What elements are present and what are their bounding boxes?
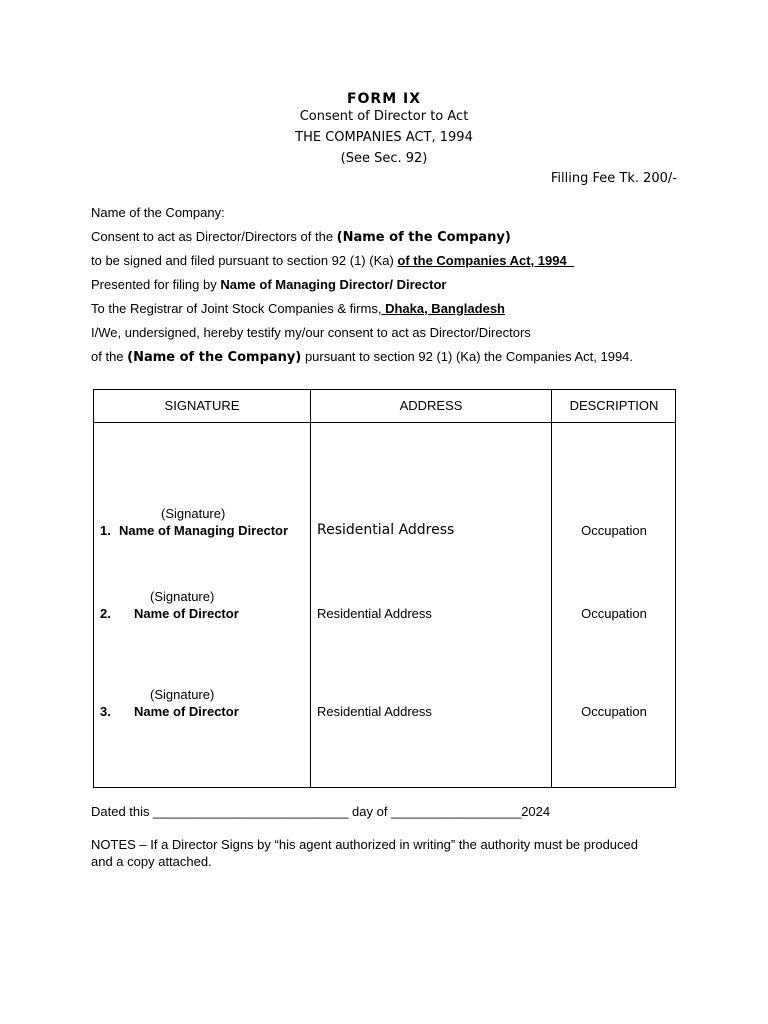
company-name-placeholder: (Name of the Company): [336, 230, 511, 245]
notes-line-2: and a copy attached.: [91, 854, 212, 869]
testify-line: [91, 325, 531, 340]
consent-text: Consent to act as Director/Directors of the: [91, 229, 337, 244]
header-signature: SIGNATURE: [164, 398, 240, 413]
row3-description: Occupation: [581, 704, 647, 719]
company-name-placeholder-2: (Name of the Company): [127, 350, 302, 365]
row2-signature: (Signature): [150, 589, 215, 604]
registrar-text: To the Registrar of Joint Stock Companies & firms,: [91, 301, 382, 316]
company-name-line: [91, 205, 225, 220]
row1-address: Residential Address: [317, 522, 455, 538]
pursuant-prefix: of the: [91, 349, 128, 364]
testify-text: I/We, undersigned, hereby testify my/our consent to act as Director/Directors: [91, 325, 531, 340]
row2-address: Residential Address: [317, 606, 432, 621]
row2-name: Name of Director: [134, 606, 239, 621]
filing-fee: Filling Fee Tk. 200/-: [550, 171, 677, 186]
dated-mid: day of: [352, 804, 388, 819]
directors-table: [93, 389, 676, 788]
dated-blank-day: ___________________________: [153, 804, 349, 819]
row3-number: 3.: [100, 704, 111, 719]
pursuant-line: [91, 349, 633, 365]
header-description: DESCRIPTION: [569, 398, 659, 413]
row1-name: Name of Managing Director: [119, 523, 289, 538]
act-reference: of the Companies Act, 1994: [397, 253, 567, 268]
row1-description: Occupation: [581, 523, 647, 538]
presenter-name: Name of Managing Director/ Director: [220, 277, 447, 292]
row3-address: Residential Address: [317, 704, 432, 719]
row3-signature: (Signature): [150, 687, 215, 702]
section-reference: (See Sec. 92): [340, 151, 428, 166]
dated-blank-month: __________________: [391, 804, 522, 819]
form-title: FORM IX: [346, 91, 422, 107]
row1-number: 1.: [100, 523, 111, 538]
filing-line: [91, 253, 574, 268]
consent-line: [91, 229, 511, 245]
notes-line-1: NOTES – If a Director Signs by “his agent authorized in writing” the authority must be produced: [91, 837, 638, 852]
act-title: THE COMPANIES ACT, 1994: [295, 130, 473, 145]
registrar-location: Dhaka, Bangladesh: [381, 301, 505, 316]
presented-text: Presented for filing by: [91, 277, 221, 292]
row1-signature: (Signature): [161, 506, 226, 521]
company-name-label: Name of the Company:: [91, 205, 225, 220]
filing-text: to be signed and filed pursuant to section 92 (1) (Ka): [91, 253, 398, 268]
presented-line: [91, 277, 446, 292]
pursuant-suffix: pursuant to section 92 (1) (Ka) the Companies Act, 1994.: [301, 349, 634, 364]
row2-description: Occupation: [581, 606, 647, 621]
registrar-line: [91, 301, 505, 316]
form-subtitle: Consent of Director to Act: [299, 109, 469, 124]
row3-name: Name of Director: [134, 704, 239, 719]
header-address: ADDRESS: [399, 398, 463, 413]
dated-year: 2024: [521, 804, 551, 819]
row2-number: 2.: [100, 606, 111, 621]
dated-line: [91, 804, 550, 819]
dated-prefix: Dated this: [91, 804, 150, 819]
